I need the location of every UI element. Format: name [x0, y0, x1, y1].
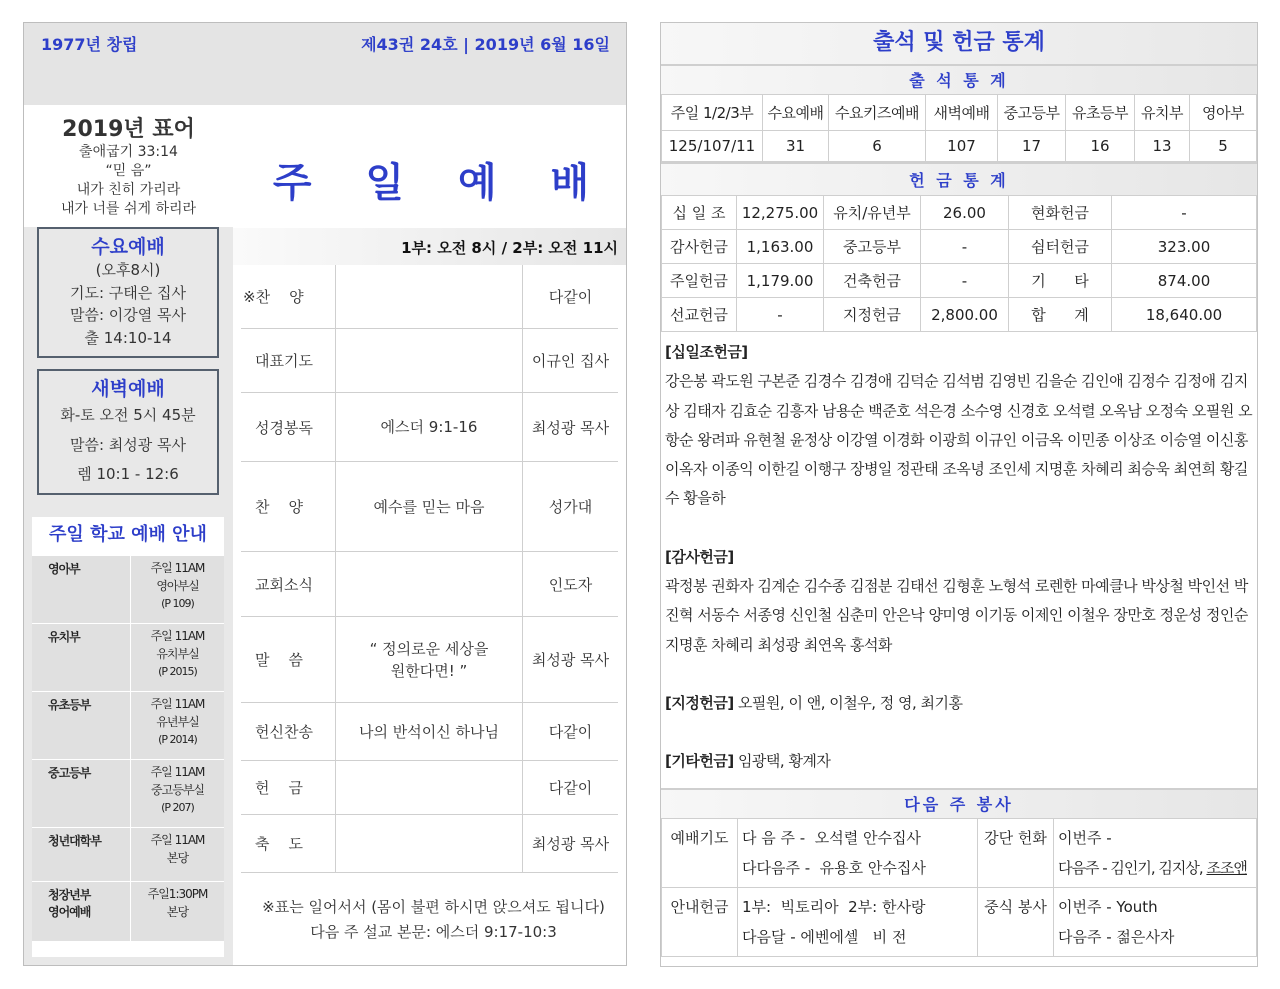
usher-line-1: 1부: 빅토리아 2부: 한사랑: [742, 898, 926, 916]
table-row: [662, 298, 1257, 332]
wednesday-service-box: [37, 227, 219, 358]
sunday-school-table: [32, 517, 224, 957]
order-item: ※찬 양: [243, 288, 304, 306]
tithe-label: [십일조헌금]: [665, 343, 748, 361]
thanks-label: [감사헌금]: [665, 547, 734, 566]
school-dept-name: [32, 882, 130, 941]
school-dept-name: 유초등부: [32, 692, 130, 759]
attendance-value: 16: [1066, 131, 1135, 162]
table-row: [241, 815, 618, 873]
attendance-title: 출 석 통 계: [661, 64, 1257, 94]
attendance-header: 영아부: [1190, 95, 1257, 131]
school-place: 영아부실: [156, 579, 199, 593]
offering-value: 26.00: [921, 196, 1009, 230]
table-row: [662, 196, 1257, 230]
attendance-table: [661, 94, 1257, 162]
offering-label: 감사헌금: [662, 230, 737, 264]
pulpit-line-1: 이번주 -: [1058, 829, 1112, 847]
other-offering: [665, 747, 1253, 776]
other-label: [기타헌금]: [665, 752, 734, 771]
table-row: [241, 265, 618, 329]
order-item: 대표기도: [255, 352, 313, 370]
offering-value: -: [737, 298, 824, 332]
issue-info: 제43권 24호 | 2019년 6월 16일: [361, 35, 610, 54]
attendance-header: 유치부: [1135, 95, 1190, 131]
offering-label: 십 일 조: [662, 196, 737, 230]
table-row: [32, 555, 224, 623]
motto-line-2: 내가 너를 쉬게 하리라: [60, 201, 197, 217]
other-names: 임광택, 황계자: [733, 752, 831, 771]
wednesday-sermon: 말씀: 이강열 목사: [69, 306, 187, 324]
order-item: 헌 금: [255, 779, 304, 797]
attendance-header: 중고등부: [998, 95, 1066, 131]
table-row: [662, 131, 1257, 162]
next-sermon-text: 다음 주 설교 본문: 에스더 9:17-10:3: [310, 923, 557, 941]
attendance-value: 107: [926, 131, 998, 162]
offering-value: 1,179.00: [737, 264, 824, 298]
wednesday-scripture: 출 14:10-14: [84, 328, 172, 347]
offering-label: 주일헌금: [662, 264, 737, 298]
next-service-table: [661, 818, 1257, 957]
offering-value: -: [921, 230, 1009, 264]
table-row: [662, 264, 1257, 298]
lunch-label: 중식 봉사: [978, 888, 1054, 957]
designated-label: [지정헌금]: [665, 693, 734, 712]
order-leader: 다같이: [548, 723, 593, 741]
standing-note: ※표는 일어서서 (몸이 불편 하시면 앉으셔도 됩니다): [262, 898, 605, 916]
service-times-bar: [233, 228, 626, 265]
table-row: [32, 759, 224, 827]
school-room: (P 109): [161, 597, 194, 610]
school-dept-info: [130, 760, 224, 827]
offering-label: 기 타: [1009, 264, 1112, 298]
order-item: 말 씀: [255, 651, 304, 669]
offering-value: 1,163.00: [737, 230, 824, 264]
order-item: 축 도: [255, 835, 304, 853]
offering-label: 선교헌금: [662, 298, 737, 332]
attendance-header: 유초등부: [1066, 95, 1135, 131]
order-leader: 이규인 집사: [531, 352, 610, 370]
pulpit-line-2-underlined: 조조앤: [1206, 859, 1247, 877]
order-item: 교회소식: [255, 575, 313, 594]
order-content: [335, 761, 523, 814]
offering-value: -: [1112, 196, 1257, 230]
order-leader: 인도자: [548, 575, 593, 594]
attendance-header: 새벽예배: [926, 95, 998, 131]
school-place: 본당: [166, 851, 189, 865]
designated-offering: [665, 689, 1253, 718]
school-time: 주일1:30PM: [147, 887, 208, 901]
attendance-value: 125/107/11: [662, 131, 763, 162]
order-content: [335, 815, 523, 872]
pulpit-assignments: [1054, 819, 1257, 888]
table-row: [32, 691, 224, 759]
offering-label: 합 계: [1009, 298, 1112, 332]
offering-value: -: [921, 264, 1009, 298]
order-leader: 최성광 목사: [531, 418, 610, 437]
offering-label: 유치/유년부: [824, 196, 921, 230]
order-leader: 최성광 목사: [531, 835, 610, 853]
school-dept-name: 유치부: [32, 624, 130, 691]
order-content: “ 정의로운 세상을 원한다면! ”: [335, 617, 523, 702]
order-leader: 최성광 목사: [531, 651, 610, 669]
school-room: (P 207): [161, 801, 194, 814]
dawn-time: 화-토 오전 5시 45분: [60, 406, 196, 424]
order-content: [335, 265, 523, 328]
motto-title: 2019년 표어: [62, 117, 195, 142]
donor-lists: [661, 332, 1257, 777]
school-time: 주일 11AM: [150, 629, 205, 643]
order-content: 예수를 믿는 마음: [335, 462, 523, 551]
attendance-value: 17: [998, 131, 1066, 162]
motto-box: [24, 105, 233, 227]
offering-title: 헌 금 통 계: [661, 162, 1257, 195]
usher-line-2: 다음달 - 에벤에셀 비 전: [742, 928, 907, 946]
pulpit-line-2: [1058, 853, 1252, 883]
offering-label: 중고등부: [824, 230, 921, 264]
prayer-line-2: 다다음주 - 유용호 안수집사: [742, 859, 926, 877]
attendance-header: 주일 1/2/3부: [662, 95, 763, 131]
founded-text: 1977년 창립: [41, 35, 138, 54]
dawn-sermon: 말씀: 최성광 목사: [69, 435, 187, 454]
next-service-title: 다음 주 봉사: [661, 788, 1257, 818]
table-row: [32, 623, 224, 691]
order-item: 성경봉독: [255, 418, 313, 437]
offering-value: 874.00: [1112, 264, 1257, 298]
school-place: 본당: [166, 905, 189, 919]
order-content: 에스더 9:1-16: [335, 393, 523, 461]
offering-table: [661, 195, 1257, 332]
sunday-service-title: 주 일 예 배: [272, 160, 610, 206]
bulletin-header: [24, 23, 626, 105]
school-dept-name: 중고등부: [32, 760, 130, 827]
motto-theme: “믿 음”: [105, 163, 152, 179]
offering-value: 18,640.00: [1112, 298, 1257, 332]
bulletin-front-page: [23, 22, 627, 966]
left-sidebar: [24, 105, 233, 965]
table-row: [241, 552, 618, 617]
school-time: 주일 11AM: [150, 561, 205, 575]
table-row: [241, 703, 618, 761]
table-row: [241, 393, 618, 462]
table-row: [241, 761, 618, 815]
order-leader: 성가대: [548, 498, 593, 516]
lunch-line-2: 다음주 - 젊은사자: [1058, 928, 1175, 946]
school-dept-info: [130, 828, 224, 881]
dawn-service-box: [37, 369, 219, 495]
school-dept-info: [130, 556, 224, 623]
lunch-line-1: 이번주 - Youth: [1058, 898, 1158, 916]
offering-label: 현화헌금: [1009, 196, 1112, 230]
school-place: 중고등부실: [151, 783, 204, 797]
usher-label: 안내헌금: [662, 888, 738, 957]
order-item: 찬 양: [255, 498, 304, 516]
table-row: [241, 462, 618, 552]
prayer-line-1: 다 음 주 - 오석렬 안수집사: [742, 829, 921, 847]
offering-label: 건축헌금: [824, 264, 921, 298]
order-item: 헌신찬송: [255, 723, 313, 741]
order-leader: 다같이: [548, 288, 593, 306]
service-footnote: [241, 895, 626, 945]
table-row: [662, 230, 1257, 264]
school-room: (P 2014): [158, 733, 197, 746]
order-leader: 다같이: [548, 779, 593, 797]
service-times: 1부: 오전 8시 / 2부: 오전 11시: [401, 239, 618, 257]
motto-reference: 출애굽기 33:14: [79, 144, 178, 160]
table-row: [32, 827, 224, 881]
offering-value: 12,275.00: [737, 196, 824, 230]
school-dept-name-line1: 청장년부: [48, 888, 91, 902]
school-dept-info: [130, 882, 224, 941]
prayer-assignments: [738, 819, 978, 888]
table-row: [662, 95, 1257, 131]
school-time: 주일 11AM: [150, 765, 205, 779]
attendance-value: 5: [1190, 131, 1257, 162]
attendance-value: 6: [829, 131, 926, 162]
attendance-header: 수요키즈예배: [829, 95, 926, 131]
dawn-scripture: 렘 10:1 - 12:6: [77, 465, 179, 483]
school-dept-info: [130, 624, 224, 691]
school-time: 주일 11AM: [150, 833, 205, 847]
table-row: [662, 819, 1257, 888]
sunday-school-title: 주일 학교 예배 안내: [49, 524, 207, 545]
table-row: [662, 888, 1257, 957]
offering-label: 지정헌금: [824, 298, 921, 332]
school-time: 주일 11AM: [150, 697, 205, 711]
wednesday-title: 수요예배: [91, 236, 165, 258]
attendance-header: 수요예배: [763, 95, 829, 131]
wednesday-time: (오후8시): [95, 261, 161, 279]
pulpit-line-2-text: 다음주 - 김인기, 김지상,: [1058, 859, 1207, 877]
wednesday-prayer: 기도: 구태은 집사: [69, 283, 187, 302]
dawn-title: 새벽예배: [91, 378, 165, 400]
order-content: [335, 552, 523, 616]
offering-value: 323.00: [1112, 230, 1257, 264]
thanks-names: 곽정봉 권화자 김계순 김수종 김점분 김태선 김형훈 노형석 로렌한 마예클나 박상철 박인선 박진혁 서동수 서종영 신인철 심춘미 안은낙 양미영 이기동 이제인 이철우 장만호 정운성 정인순 지명훈 차혜리 최성광 최연옥 홍석화: [665, 577, 1248, 654]
offering-value: 2,800.00: [921, 298, 1009, 332]
order-of-service: [241, 265, 618, 873]
designated-names: 오필원, 이 앤, 이철우, 정 영, 최기홍: [733, 693, 963, 712]
school-dept-name: 영아부: [32, 556, 130, 623]
attendance-value: 31: [763, 131, 829, 162]
tithe-names: 강은봉 곽도원 구본준 김경수 김경애 김덕순 김석범 김영빈 김을순 김인애 김정수 김정애 김지상 김태자 김효순 김흥자 남용순 백준호 석은경 소수영 신경호 오석렬 오옥남 오정숙 오필원 오항순 왕려파 유현철 윤정상 이강열 이경화 이광희 이규인 이금옥 이민종 이상조 이승열 이신홍 이옥자 이종익 이한길 이행구 장병일 정관태 조옥녕 조인세 지명훈 차혜리 최승욱 최연희 황길수 황을하: [665, 372, 1253, 508]
stats-title: 출석 및 헌금 통계: [661, 23, 1257, 64]
offering-label: 쉼터헌금: [1009, 230, 1112, 264]
table-row: [32, 881, 224, 941]
school-dept-name-line2: 영어예배: [48, 905, 91, 919]
usher-assignments: [738, 888, 978, 957]
school-place: 유치부실: [156, 647, 199, 661]
motto-line-1: 내가 친히 가리라: [76, 182, 181, 198]
table-row: [241, 617, 618, 703]
table-row: [241, 329, 618, 393]
pulpit-label: 강단 헌화: [978, 819, 1054, 888]
school-room: (P 2015): [158, 665, 197, 678]
prayer-label: 예배기도: [662, 819, 738, 888]
order-content: [335, 329, 523, 392]
order-content: 나의 반석이신 하나님: [335, 703, 523, 760]
lunch-assignments: [1054, 888, 1257, 957]
bulletin-stats-page: [660, 22, 1258, 967]
school-dept-info: [130, 692, 224, 759]
school-dept-name: 청년대학부: [32, 828, 130, 881]
school-place: 유년부실: [156, 715, 199, 729]
attendance-value: 13: [1135, 131, 1190, 162]
